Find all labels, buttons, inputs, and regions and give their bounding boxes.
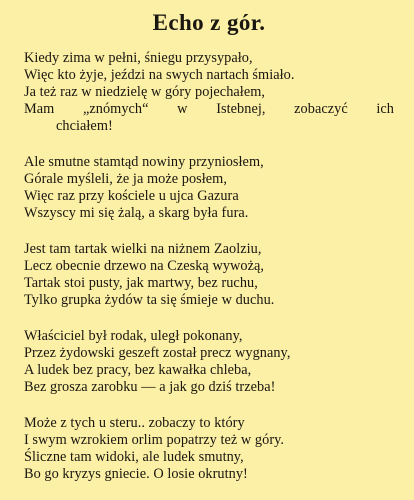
verse-line: Ale smutne stamtąd nowiny przyniosłem, [24, 154, 264, 170]
verse-line: I swym wzrokiem orlim popatrzy też w góry. [24, 432, 285, 448]
verse-line: Górale myśleli, że ja może posłem, [24, 171, 227, 187]
verse-line: Bez grosza zarobku — a jak go dziś trzeba! [24, 379, 276, 395]
verse-line: Tylko grupka żydów ta się śmieje w duchu. [24, 292, 275, 308]
verse-line: Tartak stoi pusty, jak martwy, bez ruchu, [24, 275, 258, 291]
verse-line: Mam „znómych“ w Istebnej, zobaczyć ich [24, 101, 394, 117]
verse-line: Bo go kryzys gniecie. O losie okrutny! [24, 466, 248, 482]
poem-title: Echo z gór. [152, 10, 266, 35]
verse-line: Jest tam tartak wielki na niżnem Zaolziu, [24, 241, 262, 257]
verse-line: Kiedy zima w pełni, śniegu przysypało, [24, 50, 253, 66]
verse-line: Przez żydowski geszeft został precz wygnany, [24, 345, 291, 361]
verse-line: Wszyscy mi się żalą, a skarg była fura. [24, 205, 249, 221]
stanza-4 [24, 328, 394, 396]
verse-line: A ludek bez pracy, bez kawałka chleba, [24, 362, 252, 378]
stanza-3 [24, 241, 394, 309]
stanza-2 [24, 154, 394, 222]
stanza-5 [24, 415, 394, 483]
verse-line: Śliczne tam widoki, ale ludek smutny, [24, 449, 244, 465]
verse-line: Ja też raz w niedzielę w góry pojechałem, [24, 84, 266, 100]
verse-line: Może z tych u steru.. zobaczy to który [24, 415, 245, 431]
verse-line: Więc kto żyje, jeździ na swych nartach śmiało. [24, 67, 295, 83]
verse-line: Właściciel był rodak, uległ pokonany, [24, 328, 243, 344]
verse-line: Lecz obecnie drzewo na Czeską wywożą, [24, 258, 265, 274]
verse-line: Więc raz przy kościele u ujca Gazura [24, 188, 239, 204]
stanza-1 [24, 50, 394, 135]
verse-line-continuation: chciałem! [56, 118, 113, 134]
